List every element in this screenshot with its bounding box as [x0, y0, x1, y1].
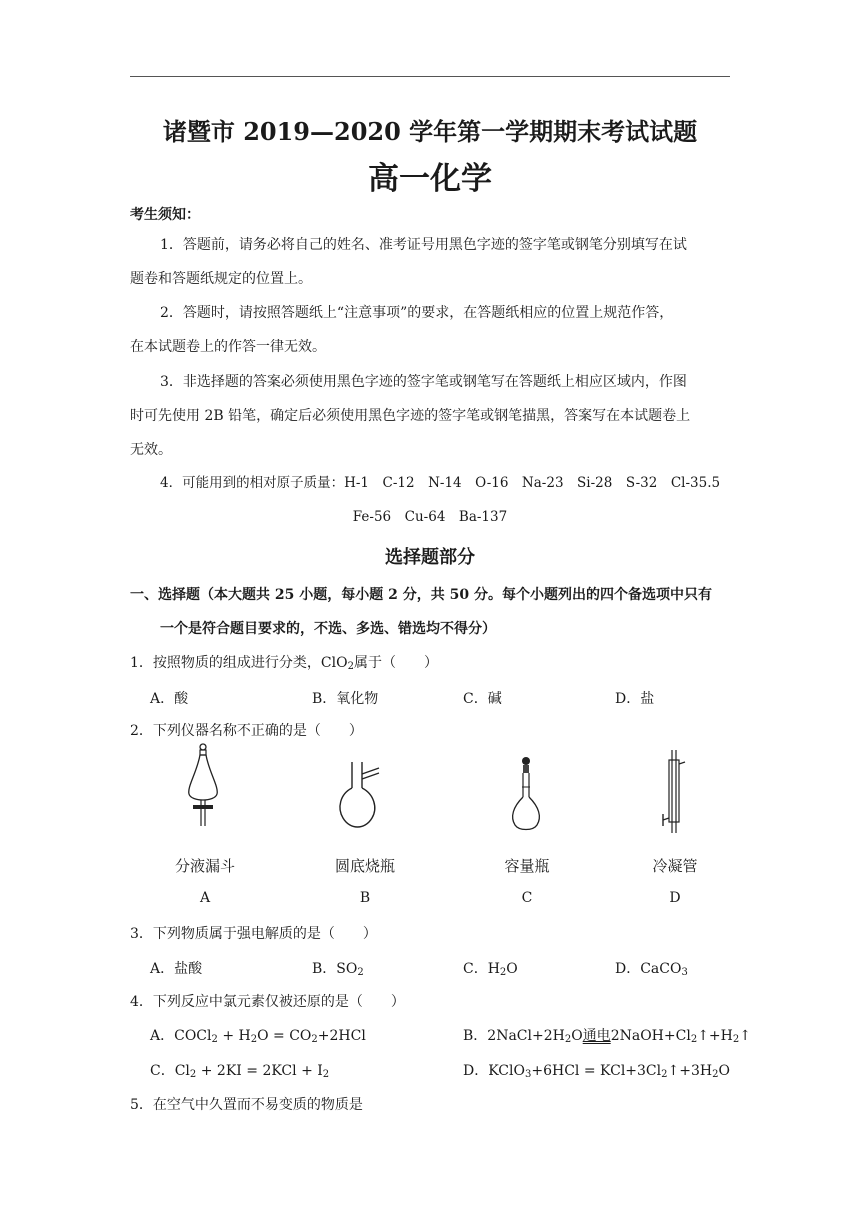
q4-a-p4: O = CO: [257, 1028, 312, 1044]
notice-item-4: [130, 466, 730, 534]
q4-a-s5: 2: [311, 1034, 318, 1045]
q4-d-p0: D．KClO: [463, 1063, 525, 1079]
q4-a-p0: A．COCl: [150, 1028, 212, 1044]
question-2-caption-c: 容量瓶: [504, 857, 550, 875]
question-1-stem-text: 1．按照物质的组成进行分类，ClO: [130, 655, 348, 671]
q4-a-s1: 2: [211, 1034, 218, 1045]
q4-b-s5: 2: [690, 1034, 698, 1045]
notice-item-1: [130, 228, 730, 296]
notice-item-4-line-1: 4．可能用到的相对原子质量：H-1 C-12 N-14 O-16 Na-23 Si-28 S-32 Cl-35.5: [160, 475, 721, 491]
question-4-option-d[interactable]: [463, 1060, 730, 1080]
condenser-icon: [660, 748, 690, 838]
q4-d-s1: 3: [524, 1069, 532, 1080]
notice-item-4-line-2: Fe-56 Cu-64 Ba-137: [352, 509, 508, 525]
question-4-option-c[interactable]: [150, 1060, 329, 1080]
q4-b-p6: ↑+H: [697, 1028, 733, 1044]
notice-item-2: [130, 296, 730, 364]
question-4-option-a[interactable]: [150, 1025, 366, 1045]
header-rule: [130, 76, 730, 77]
question-1-stem-tail: 属于（ ）: [353, 655, 438, 671]
notice-heading: 考生须知：: [130, 207, 200, 223]
question-2-caption-d: 冷凝管: [652, 857, 698, 875]
q4-c-s1: 2: [189, 1069, 197, 1080]
exam-title: 诸暨市 2019—2020 学年第一学期期末考试试题: [162, 117, 698, 146]
question-2-caption-a: 分液漏斗: [174, 857, 235, 875]
q4-b-p8: ↑: [739, 1028, 751, 1044]
notice-item-3-line-3: 无效。: [130, 442, 172, 458]
question-2-stem: 2．下列仪器名称不正确的是（ ）: [130, 723, 363, 739]
question-3-option-d[interactable]: [615, 958, 688, 978]
section-intro-line-2: 一个是符合题目要求的，不选、多选、错选均不得分）: [160, 621, 496, 637]
q4-d-s3: 2: [661, 1069, 668, 1080]
q3-c-sub: 2: [499, 967, 507, 978]
question-3-option-a[interactable]: A．盐酸: [150, 961, 203, 977]
notice-item-2-line-1: 2．答题时，请按照答题纸上“注意事项”的要求，在答题纸相应的位置上规范作答，: [160, 305, 674, 321]
notice-item-3-line-1: 3．非选择题的答案必须使用黑色字迹的签字笔或钢笔写在答题纸上相应区域内，作图: [160, 374, 687, 390]
question-3-option-b[interactable]: [312, 958, 364, 978]
separatory-funnel-icon: [175, 742, 235, 832]
q4-c-s3: 2: [322, 1069, 330, 1080]
q4-d-s5: 2: [712, 1069, 719, 1080]
q4-b-s1: 2: [564, 1034, 572, 1045]
question-2-option-c[interactable]: C: [521, 890, 533, 906]
question-2-option-a[interactable]: A: [199, 890, 211, 906]
q4-d-p2: +6HCl = KCl+3Cl: [531, 1063, 662, 1079]
q3-b-text: B．SO: [312, 961, 358, 977]
q4-c-p2: + 2KI = 2KCl + I: [196, 1063, 323, 1079]
q3-c-tail: O: [506, 961, 518, 977]
question-1-option-d[interactable]: D．盐: [615, 691, 655, 707]
question-5-stem: 5．在空气中久置而不易变质的物质是: [130, 1097, 363, 1113]
exam-subject: 高一化学: [368, 161, 492, 197]
q3-b-sub: 2: [357, 967, 364, 978]
q3-d-sub: 3: [681, 967, 688, 978]
q4-a-p6: +2HCl: [317, 1028, 366, 1044]
question-1-subscript: 2: [347, 661, 354, 672]
question-1-option-c[interactable]: C．碱: [463, 691, 502, 707]
question-2-option-b[interactable]: B: [359, 890, 371, 906]
question-3-option-c[interactable]: [463, 958, 518, 978]
notice-item-2-line-2: 在本试题卷上的作答一律无效。: [130, 339, 326, 355]
section-intro-line-1: 一、选择题（本大题共 25 小题，每小题 2 分，共 50 分。每个小题列出的四个备选项中只有: [130, 587, 712, 603]
q4-d-p4: ↑+3H: [667, 1063, 713, 1079]
q4-b-s7: 2: [732, 1034, 740, 1045]
section-title: 选择题部分: [385, 547, 475, 568]
q3-c-text: C．H: [463, 961, 500, 977]
question-4-stem: 4．下列反应中氯元素仅被还原的是（ ）: [130, 994, 405, 1010]
q4-a-p2: + H: [217, 1028, 251, 1044]
q4-a-s3: 2: [250, 1034, 258, 1045]
q4-b-p4: 2NaOH+Cl: [610, 1028, 691, 1044]
notice-item-1-line-1: 1．答题前，请务必将自己的姓名、准考证号用黑色字迹的签字笔或钢笔分别填写在试: [160, 237, 687, 253]
question-3-stem: 3．下列物质属于强电解质的是（ ）: [130, 926, 377, 942]
question-4-option-b[interactable]: [463, 1025, 751, 1045]
question-1-stem: [130, 652, 438, 672]
q4-c-p0: C．Cl: [150, 1063, 190, 1079]
notice-item-1-line-2: 题卷和答题纸规定的位置上。: [130, 271, 312, 287]
question-1-option-a[interactable]: A．酸: [150, 691, 189, 707]
question-2-caption-b: 圆底烧瓶: [334, 857, 395, 875]
question-2-option-d[interactable]: D: [669, 890, 681, 906]
notice-item-3-line-2: 时可先使用 2B 铅笔，确定后必须使用黑色字迹的签字笔或钢笔描黑，答案写在本试题卷上: [130, 408, 691, 424]
question-1-option-b[interactable]: B．氧化物: [312, 691, 379, 707]
q3-d-text: D．CaCO: [615, 961, 682, 977]
notice-item-3: [130, 365, 730, 467]
volumetric-flask-icon: [505, 755, 550, 835]
electrolysis-condition: 通电: [582, 1028, 611, 1044]
round-bottom-flask-icon: [335, 760, 395, 835]
q4-b-p0: B．2NaCl+2H: [463, 1028, 565, 1044]
q4-d-p6: O: [718, 1063, 730, 1079]
q4-b-p2: O: [571, 1028, 583, 1044]
